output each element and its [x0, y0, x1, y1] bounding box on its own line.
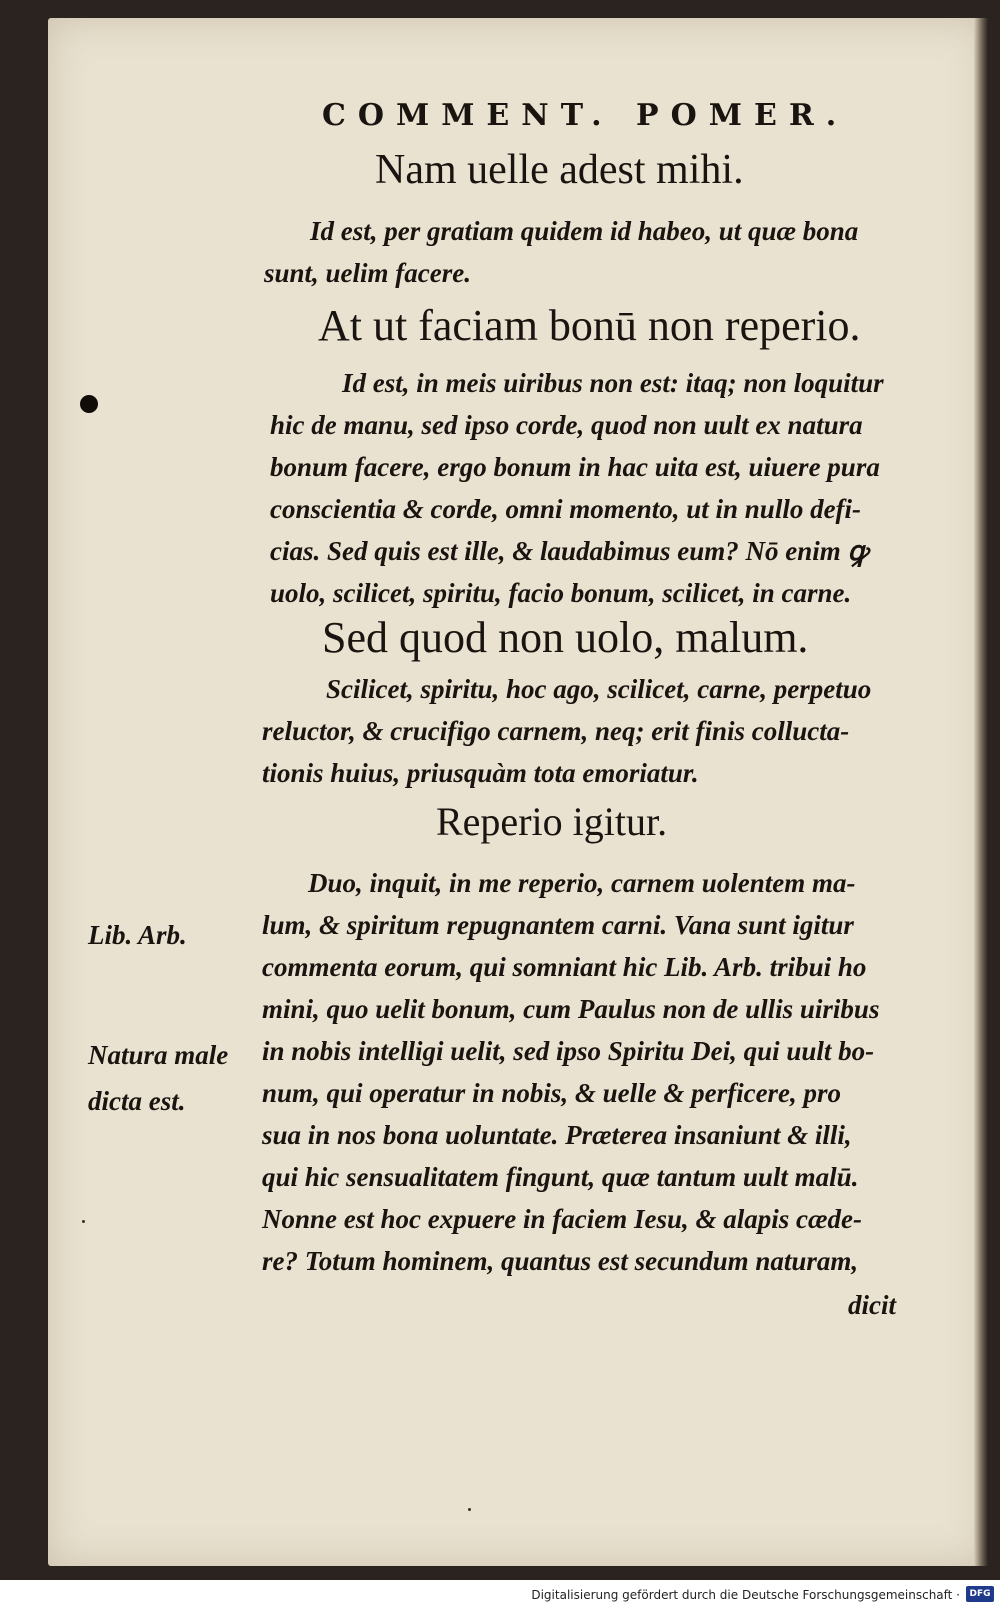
paper-speck [82, 1220, 85, 1223]
margin-note-lib-arb: Lib. Arb. [88, 920, 187, 950]
gloss-3 [262, 668, 871, 794]
lemma-1: Nam uelle adest mihi. [375, 147, 744, 193]
gloss-line: bonum facere, ergo bonum in hac uita est, uiuere pura [270, 452, 880, 482]
gloss-line: Id est, in meis uiribus non est: itaq; non loquitur [342, 368, 884, 398]
gloss-line: Nonne est hoc expuere in faciem Iesu, & alapis cæde- [262, 1204, 862, 1234]
footer-bar [0, 1580, 1000, 1617]
lemma-4: Reperio igitur. [436, 799, 668, 844]
lemma-2: At ut faciam bonū non reperio. [318, 301, 861, 350]
gloss-line: num, qui operatur in nobis, & uelle & perficere, pro [262, 1078, 842, 1108]
paper-speck [468, 1508, 471, 1511]
gloss-line: qui hic sensualitatem fingunt, quæ tantum uult malū. [262, 1162, 859, 1192]
gloss-line: Id est, per gratiam quidem id habeo, ut quæ bona [310, 216, 859, 246]
gloss-line: conscientia & corde, omni momento, ut in nullo defi- [270, 494, 862, 524]
page-edge-shadow [974, 18, 988, 1566]
margin-note-natura-line2: dicta est. [88, 1086, 186, 1116]
gloss-line: reluctor, & crucifigo carnem, neq; erit finis collucta- [262, 716, 850, 746]
gloss-1 [264, 210, 859, 294]
dfg-logo: DFG [966, 1586, 994, 1602]
gloss-line: Scilicet, spiritu, hoc ago, scilicet, carne, perpetuo [326, 674, 872, 704]
running-head: COMMENT. POMER. [322, 98, 849, 133]
gloss-2 [270, 362, 884, 614]
gloss-line: cias. Sed quis est ille, & laudabimus eum? Nō enim ꝙ [270, 536, 868, 566]
gloss-line: hic de manu, sed ipso corde, quod non uult ex natura [270, 410, 863, 440]
gloss-line: mini, quo uelit bonum, cum Paulus non de ullis uiribus [262, 994, 880, 1024]
margin-note-natura-line1: Natura male [88, 1040, 229, 1070]
gloss-4 [262, 862, 879, 1282]
lemma-3: Sed quod non uolo, malum. [322, 613, 809, 662]
gloss-line: sua in nos bona uoluntate. Præterea insaniunt & illi, [262, 1120, 852, 1150]
footer-credit: Digitalisierung gefördert durch die Deutsche Forschungsgemeinschaft · [531, 1588, 960, 1602]
gloss-line: lum, & spiritum repugnantem carni. Vana sunt igitur [262, 910, 854, 940]
catchword: dicit [848, 1290, 896, 1320]
gloss-line: commenta eorum, qui somniant hic Lib. Arb. tribui ho [262, 952, 867, 982]
gloss-line: tionis huius, priusquàm tota emoriatur. [262, 758, 699, 788]
gloss-line: Duo, inquit, in me reperio, carnem uolentem ma- [308, 868, 856, 898]
gloss-line: uolo, scilicet, spiritu, facio bonum, scilicet, in carne. [270, 578, 852, 608]
bullet-mark [80, 395, 98, 413]
gloss-line: sunt, uelim facere. [264, 258, 471, 288]
gloss-line: re? Totum hominem, quantus est secundum naturam, [262, 1246, 859, 1276]
gloss-line: in nobis intelligi uelit, sed ipso Spiritu Dei, qui uult bo- [262, 1036, 875, 1066]
